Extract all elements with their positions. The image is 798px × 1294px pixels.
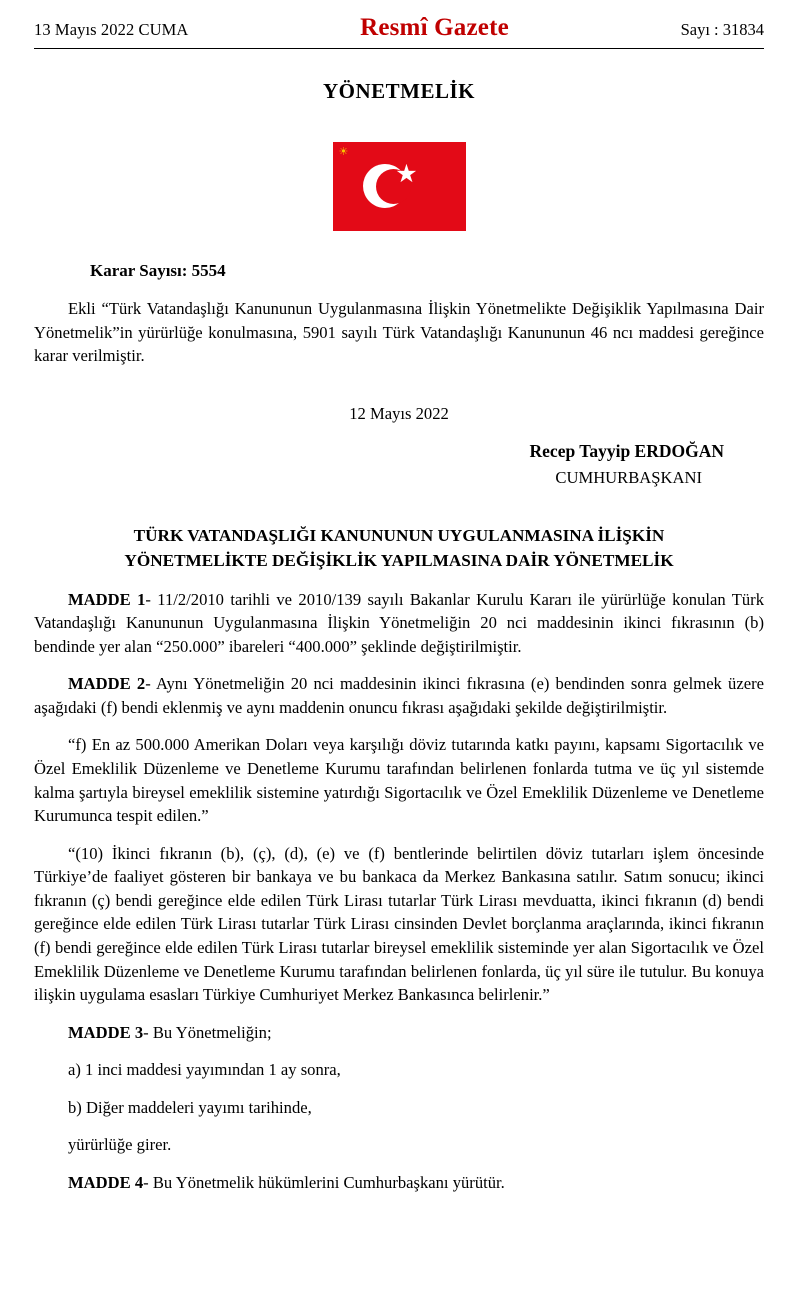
decision-date: 12 Mayıs 2022 [349, 403, 449, 423]
article-3 [34, 1021, 764, 1045]
signer-role: CUMHURBAŞKANI [555, 468, 702, 488]
article-3-closing: yürürlüğe girer. [68, 1135, 172, 1155]
quote-clause-f: “f) En az 500.000 Amerikan Doları veya karşılığı döviz tutarında katkı payını, kapsamı Sigortacılık ve Özel Emeklilik Düzenleme ve Denetleme Kurumu tarafından belirlenen fonlarda tutma ve üç yıl sistemde kalma şartıyla bireysel emeklilik sistemine yatırdığı Sigortacılık ve Özel Emeklilik Düzenleme ve Denetleme Kurumunca tespit edilen.” [34, 735, 764, 826]
article-3-label: MADDE 3 [68, 1022, 144, 1042]
article-3-item-b: b) Diğer maddeleri yayımı tarihinde, [68, 1097, 312, 1117]
masthead-title: Resmî Gazete [360, 14, 509, 41]
flag-container [34, 142, 764, 231]
article-2-text: - Aynı Yönetmeliğin 20 nci maddesinin ikinci fıkrasına (e) bendinden sonra gelmek üzere aşağıdaki (f) bendi eklenmiş ve aynı maddenin onuncu fıkrası aşağıdaki şekilde değiştirilmiştir. [34, 674, 764, 717]
article-1-text: - 11/2/2010 tarihli ve 2010/139 sayılı Bakanlar Kurulu Kararı ile yürürlüğe konulan Türk Vatandaşlığı Kanununun Uygulanmasına İlişkin Yönetmeliğin 20 nci maddesinin ikinci fıkrasının (b) bendinde yer alan “250.000” ibareleri “400.000” şeklinde değiştirilmiştir. [34, 589, 764, 656]
masthead [34, 0, 764, 49]
regulation-title-line-1: TÜRK VATANDAŞLIĞI KANUNUNUN UYGULANMASINA İLİŞKİN [133, 525, 665, 545]
article-4 [34, 1171, 764, 1195]
article-2-label: MADDE 2 [68, 674, 146, 694]
quote-clause-10: “(10) İkinci fıkranın (b), (ç), (d), (e) ve (f) bentlerinde belirtilen döviz tutarları işlem öncesinde Türkiye’de faaliyet gösteren bir bankaya ve bu bankaca da Merkez Bankasına satılır. Satım sonucu; ikinci fıkranın (ç) bendi gereğince elde edilen Türk Lirası tutarlar Türk Lirası mevduatta, ikinci fıkranın (d) bendi gereğince elde edilen Türk Lirası tutarlar Türk Lirası cinsinden Devlet borçlanma araçlarında, ikinci fıkranın (f) bendi gereğince elde edilen Türk Lirası tutarlar bireysel emeklilik sisteminde yer alan Sigortacılık ve Özel Emeklilik Düzenleme ve Denetleme Kurumu tarafından belirlenen fonlarda, üç yıl süre ile tutulur. Bu konuya ilişkin uygulama esasları Türkiye Cumhuriyet Merkez Bankasınca belirlenir.” [34, 843, 764, 1005]
article-4-text: - Bu Yönetmelik hükümlerini Cumhurbaşkanı yürütür. [143, 1172, 505, 1192]
article-4-label: MADDE 4 [68, 1172, 144, 1192]
document-content [34, 259, 764, 1194]
article-1-label: MADDE 1 [68, 589, 146, 609]
document-type-heading: YÖNETMELİK [322, 79, 476, 103]
turkish-flag-icon [333, 142, 466, 231]
article-1 [34, 588, 764, 659]
masthead-date: 13 Mayıs 2022 CUMA [34, 20, 189, 39]
article-3-intro: - Bu Yönetmeliğin; [143, 1022, 272, 1042]
decision-number: Karar Sayısı: 5554 [90, 261, 226, 280]
regulation-title-line-2: YÖNETMELİKTE DEĞİŞİKLİK YAPILMASINA DAİR YÖNETMELİK [124, 550, 674, 570]
article-2 [34, 672, 764, 719]
signer-name: Recep Tayyip ERDOĞAN [529, 441, 724, 462]
regulation-title [34, 524, 764, 574]
sun-icon: ☀ [338, 146, 349, 158]
masthead-issue: Sayı : 31834 [680, 20, 764, 39]
article-3-item-a: a) 1 inci maddesi yayımından 1 ay sonra, [68, 1060, 341, 1080]
decision-paragraph: Ekli “Türk Vatandaşlığı Kanununun Uygulanmasına İlişkin Yönetmelikte Değişiklik Yapılmasına Dair Yönetmelik”in yürürlüğe konulmasına, 5901 sayılı Türk Vatandaşlığı Kanununun 46 ncı maddesi gereğince karar verilmiştir. [34, 299, 764, 366]
